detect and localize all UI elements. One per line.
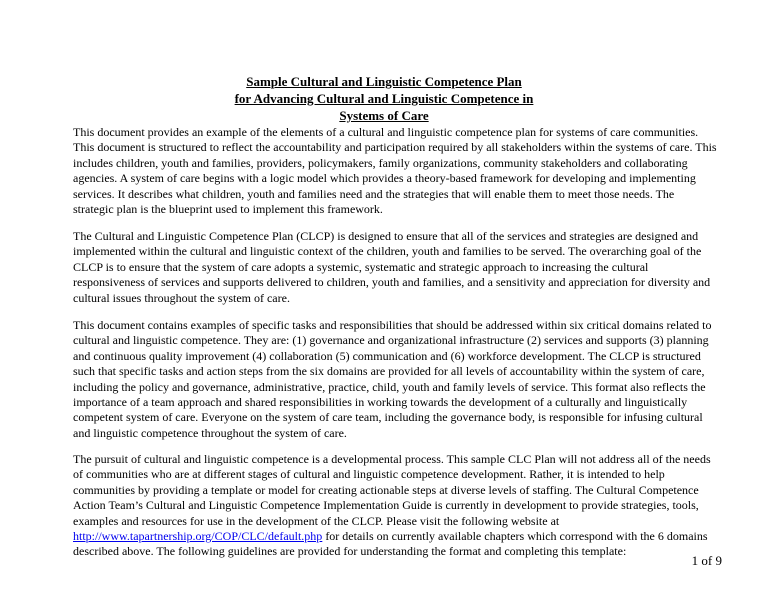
paragraph-line: and continuous quality improvement (4) collaboration (5) communication and (6) workforce development. The CLCP is structured: [73, 348, 701, 363]
link-tail-text: for details on currently available chapters which correspond with the 6 domains: [322, 529, 708, 544]
paragraph-line: includes children, youth and families, providers, policymakers, family organizations, community stakeholders and collaborating: [73, 155, 688, 170]
paragraph-developmental-process: [73, 452, 711, 560]
title-line-3: Systems of Care: [339, 108, 429, 123]
document-title: [0, 73, 768, 124]
paragraph-line: agencies. A system of care begins with a logic model which provides a theory-based framework for developing and implementing: [73, 171, 696, 186]
paragraph-line: This document contains examples of specific tasks and responsibilities that should be addressed within six critical domains related to: [73, 318, 712, 332]
paragraph-line: competent system of care. Everyone on the system of care team, including the governance body, is responsible for infusing cultural: [73, 410, 703, 425]
paragraph-line: strategic plan is the blueprint used to implement this framework.: [73, 202, 383, 217]
paragraph-line: CLCP is to ensure that the system of care adopts a systemic, systematic and strategic approach to increasing the cultural: [73, 259, 649, 274]
paragraph-line: responsiveness of services and supports delivered to children, youth and families, and a sensitivity and appreciation for diversity and: [73, 275, 711, 290]
paragraph-line: Action Team’s Cultural and Linguistic Competence Implementation Guide is currently in development to provide strategies, tools,: [73, 498, 699, 513]
paragraph-line: importance of a team approach and shared responsibilities in working towards the development of a culturally and linguistically: [73, 395, 688, 410]
paragraph-line: cultural and linguistic competence. They are: (1) governance and organizational infrastructure (2) services and supports (3) planning: [73, 333, 709, 348]
page-number: 1 of 9: [691, 553, 722, 568]
paragraph-domains: [73, 318, 712, 441]
paragraph-line-with-link: [73, 529, 708, 544]
paragraph-line: including the policy and governance, administrative, practice, child, youth and family levels of service. This format also reflects the: [73, 379, 706, 394]
paragraph-line: This document is structured to reflect the accountability and participation required by all stakeholders within the systems of care. This: [73, 140, 717, 155]
website-link[interactable]: http://www.tapartnership.org/COP/CLC/default.php: [73, 529, 323, 544]
paragraph-line: implemented within the cultural and linguistic context of the children, youth and families to be served. The overarching goal of the: [73, 244, 702, 259]
paragraph-line: This document provides an example of the elements of a cultural and linguistic competence plan for systems of care communities.: [73, 125, 699, 139]
paragraph-line: examples and resources for use in the development of the CLCP. Please visit the following website at: [73, 513, 560, 528]
paragraph-line: communities by providing a template or model for creating actionable steps at diverse levels of staffing. The Cultural Competence: [73, 482, 699, 497]
paragraph-line: and linguistic competence throughout the system of care.: [73, 425, 347, 440]
paragraph-line: The Cultural and Linguistic Competence Plan (CLCP) is designed to ensure that all of the services and strategies are designed and: [73, 229, 699, 243]
paragraph-line: described above. The following guidelines are provided for understanding the format and completing this template:: [73, 544, 627, 559]
paragraph-line: The pursuit of cultural and linguistic competence is a developmental process. This sample CLC Plan will not address all of the needs: [73, 452, 711, 466]
title-line-2: for Advancing Cultural and Linguistic Competence in: [234, 91, 534, 106]
title-line-1: Sample Cultural and Linguistic Competence Plan: [246, 74, 522, 89]
paragraph-line: cultural issues throughout the system of care.: [73, 290, 290, 305]
paragraph-clcp-purpose: [73, 229, 711, 306]
paragraph-line: of communities who are at different stages of cultural and linguistic competence development. Rather, it is intended to help: [73, 467, 665, 482]
paragraph-line: services. It describes what children, youth and families need and the strategies that will enable them to meet those needs. The: [73, 186, 675, 201]
paragraph-intro: [73, 125, 717, 217]
paragraph-line: such that specific tasks and action steps from the six domains are provided for all levels of accountability within the system of care,: [73, 364, 705, 379]
